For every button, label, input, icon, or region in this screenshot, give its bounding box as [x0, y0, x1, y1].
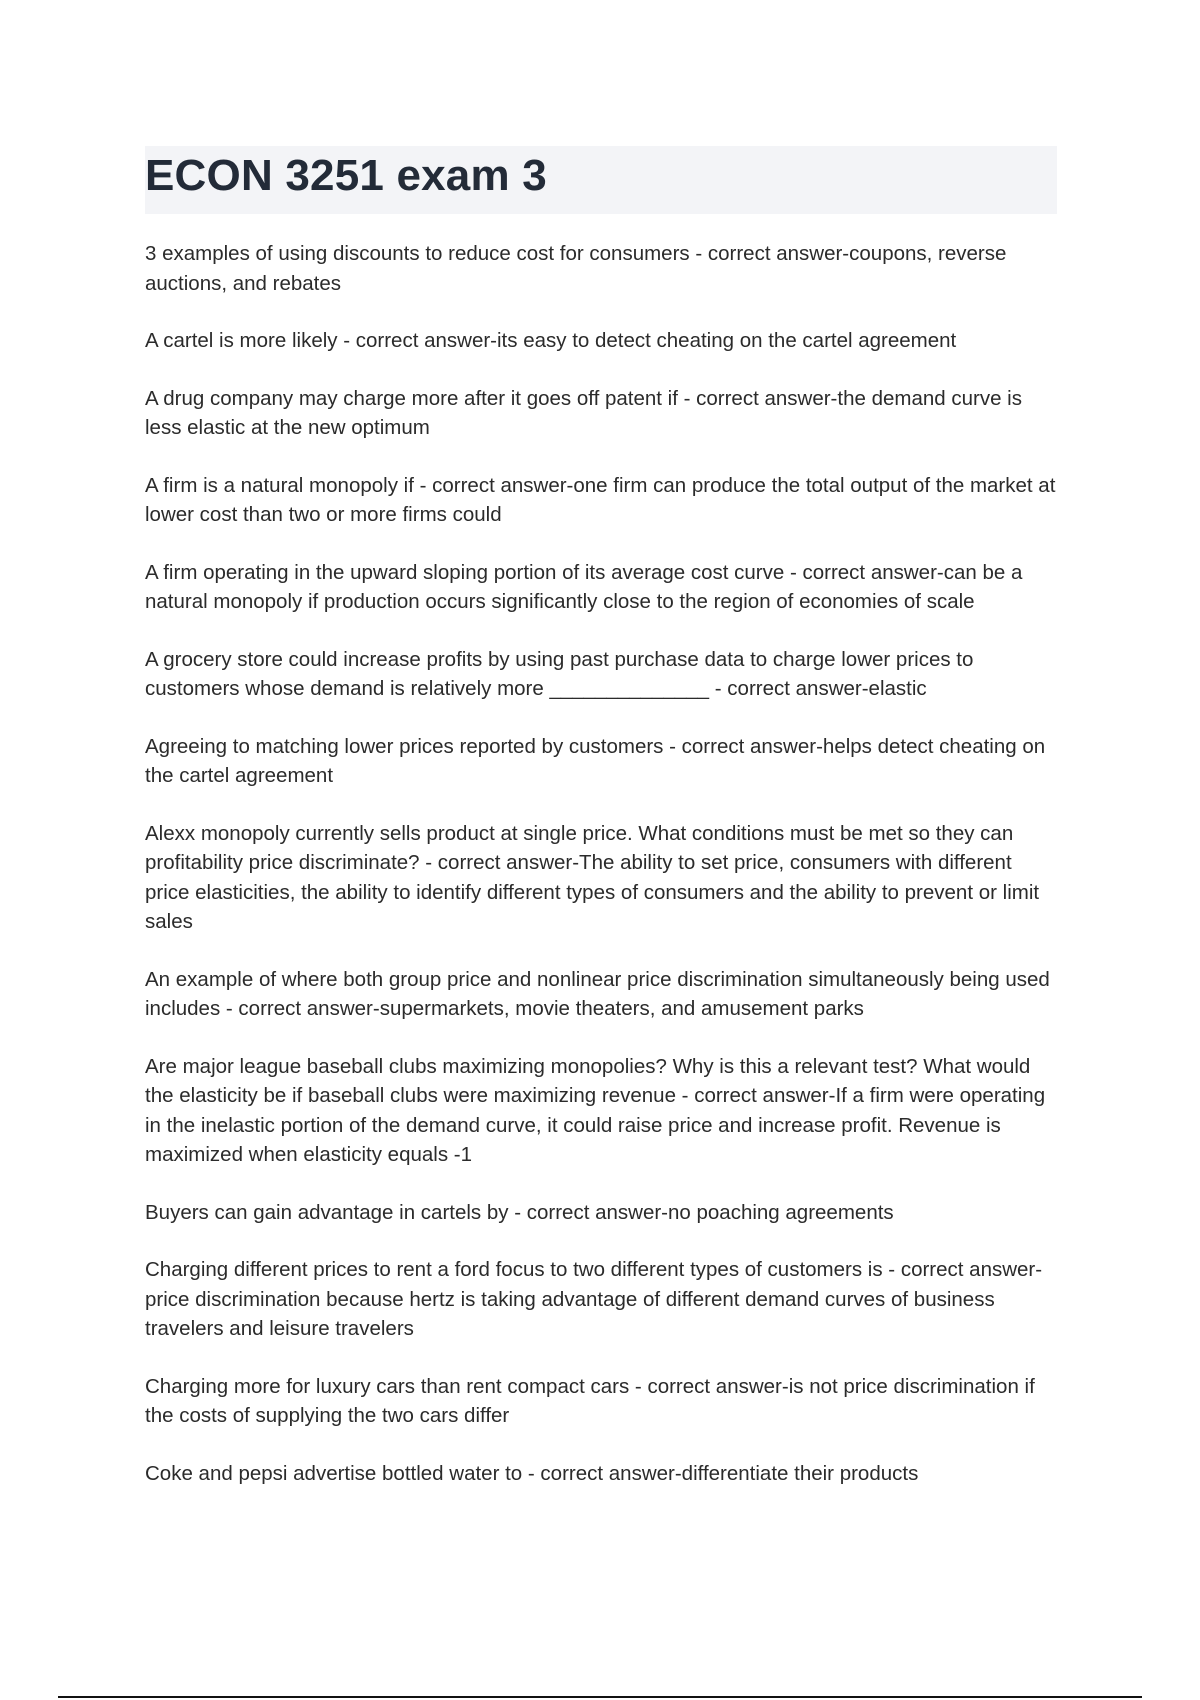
- qa-entry: A firm is a natural monopoly if - correct answer-one firm can produce the total output of the market at lower cost than two or more firms could: [145, 473, 1056, 526]
- qa-entry: Charging different prices to rent a ford focus to two different types of customers is - correct answer-price discrimination because hertz is taking advantage of different demand curves of business travelers and leisure travelers: [145, 1258, 1043, 1340]
- qa-entry: Alexx monopoly currently sells product at single price. What conditions must be met so they can profitability price discriminate? - correct answer-The ability to set price, consumers with different price elasticities, the ability to identify different types of consumers and the ability to prevent or limit sales: [145, 821, 1040, 933]
- qa-entry: Coke and pepsi advertise bottled water to - correct answer-differentiate their products: [145, 1461, 919, 1485]
- qa-entry: A cartel is more likely - correct answer-its easy to detect cheating on the cartel agreement: [145, 329, 957, 352]
- page-title: ECON 3251 exam 3: [145, 151, 547, 200]
- qa-entry: A drug company may charge more after it goes off patent if - correct answer-the demand curve is less elastic at the new optimum: [145, 386, 1022, 439]
- qa-entry: A grocery store could increase profits by using past purchase data to charge lower prices to customers whose demand is relatively more ______________ - correct answer-elastic: [145, 647, 974, 700]
- qa-entry: Are major league baseball clubs maximizing monopolies? Why is this a relevant test? What would the elasticity be if baseball clubs were maximizing revenue - correct answer-If a firm were operating in the inelastic portion of the demand curve, it could raise price and increase profit. Revenue is maximized when elasticity equals -1: [145, 1054, 1046, 1166]
- qa-entry: Agreeing to matching lower prices reported by customers - correct answer-helps detect cheating on the cartel agreement: [145, 734, 1046, 787]
- qa-entry: A firm operating in the upward sloping portion of its average cost curve - correct answer-can be a natural monopoly if production occurs significantly close to the region of economies of scale: [145, 560, 1023, 613]
- qa-entry: An example of where both group price and nonlinear price discrimination simultaneously being used includes - correct answer-supermarkets, movie theaters, and amusement parks: [145, 967, 1050, 1020]
- qa-entry: 3 examples of using discounts to reduce cost for consumers - correct answer-coupons, reverse auctions, and rebates: [145, 242, 1007, 295]
- qa-entry: Buyers can gain advantage in cartels by - correct answer-no poaching agreements: [145, 1200, 894, 1224]
- page-bottom-divider: [58, 1696, 1142, 1698]
- title-banner: [145, 146, 1057, 214]
- qa-entry: Charging more for luxury cars than rent compact cars - correct answer-is not price discrimination if the costs of supplying the two cars differ: [145, 1374, 1035, 1427]
- qa-list: [145, 239, 1060, 1516]
